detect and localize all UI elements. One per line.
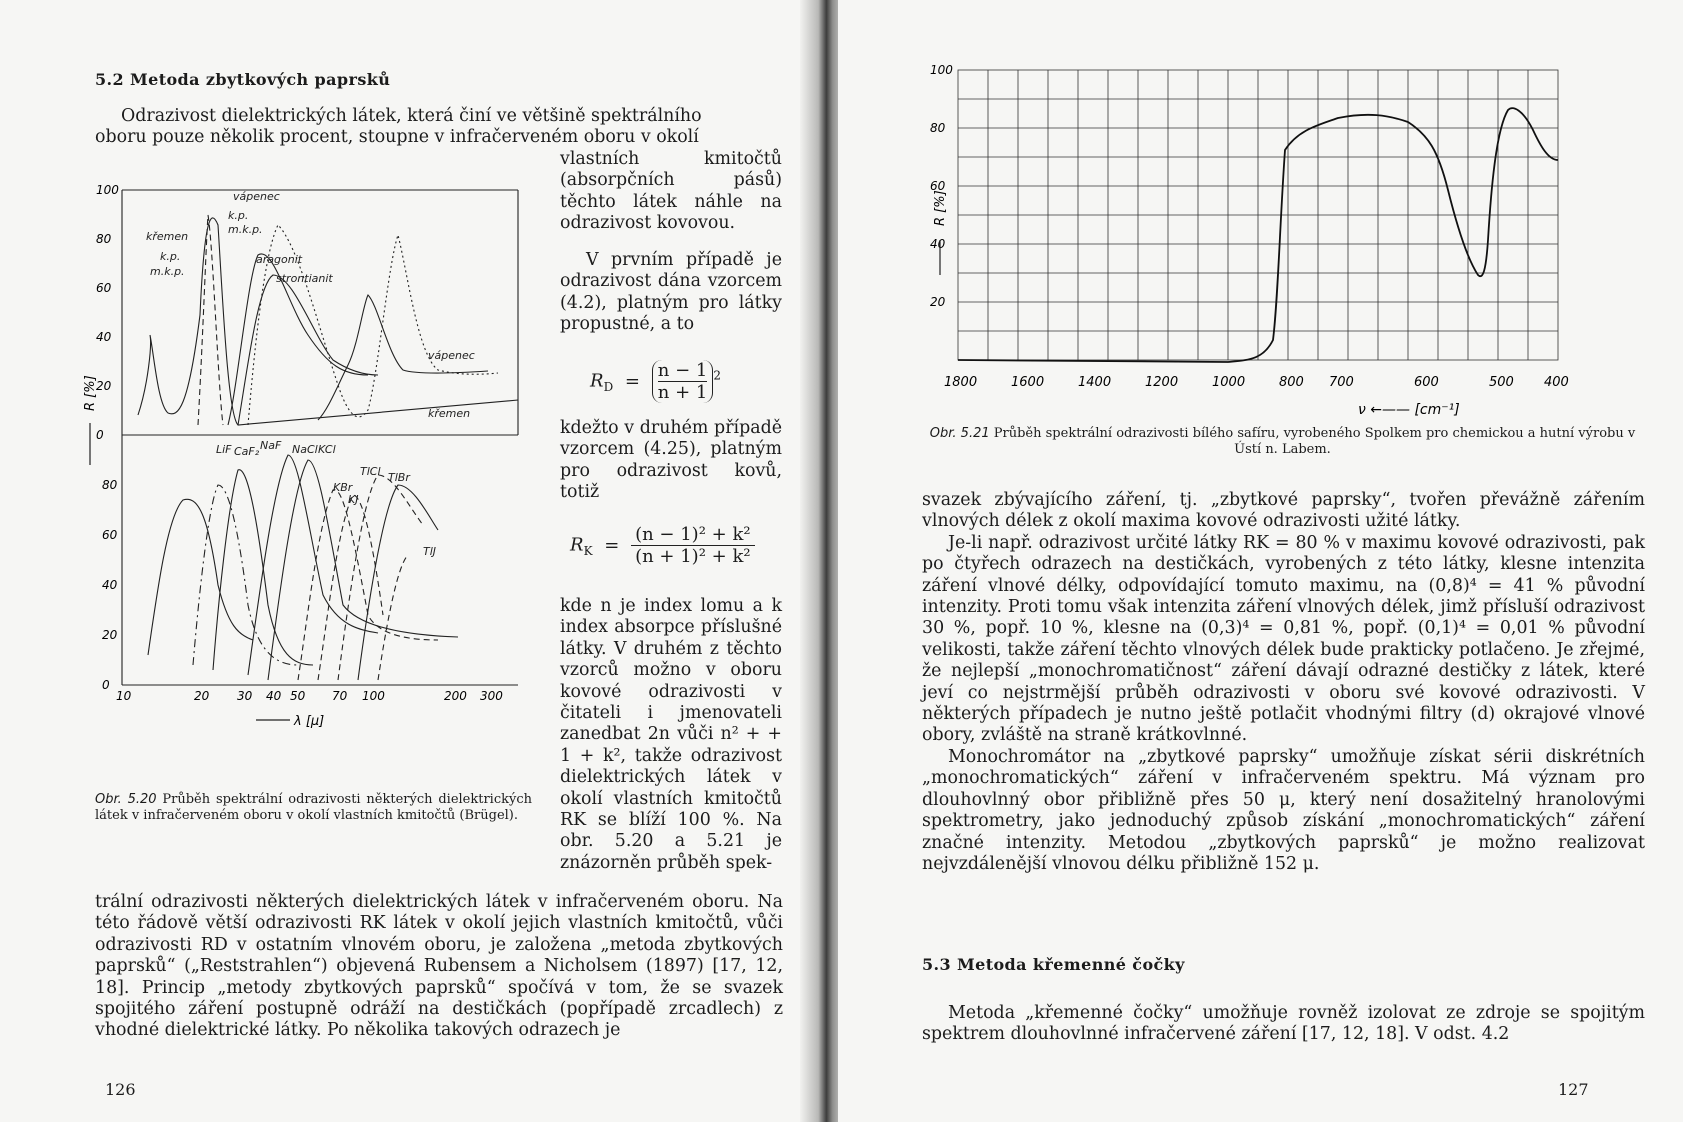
x-tick-label-right: 700: [1329, 375, 1354, 390]
curve-kremen: [138, 218, 518, 425]
x-tick-label-right: 600: [1414, 375, 1439, 390]
x-tick-label: 20: [194, 689, 210, 703]
y-tick-label: 80: [96, 232, 112, 246]
x-tick-label-right: 800: [1279, 375, 1304, 390]
paragraph-4: Metoda „křemenné čočky“ umožňuje rovněž izolovat ze zdroje se spojitým spektrem dlouhovlnné infračervené záření [17, 12, 18]. V odst. 4.2: [922, 1003, 1645, 1045]
y-axis-label-right: R [%]: [933, 190, 948, 226]
paragraph-3: Monochromátor na „zbytkové paprsky“ umožňuje získat sérii diskrétních „monochromatických“ záření v infračerveném spektru. Má význam pro dlouhovlnný obor přibližně přes 50 μ, který není dosažitelný hranolovými spektrometry, jako jednoduchý způsob získání „monochromatických“ záření značné intenzity. Metodou „zbytkových paprsků“ je možno realizovat nejvzdálenější vlnovou délku přibližně 152 μ.: [922, 746, 1645, 874]
right-page: [838, 0, 1683, 1122]
formula-rd: $R_D$ = $\frac{n - 1}{n + 1}$ $^2$: [590, 360, 721, 403]
y-tick-label-right: 40: [930, 237, 946, 251]
x-tick-label-right: 1000: [1212, 375, 1246, 390]
intro-line-2: oboru pouze několik procent, stoupne v infračerveném oboru v okolí: [95, 127, 699, 148]
x-tick-label: 40: [266, 689, 282, 703]
y-tick-label: 60: [102, 528, 118, 542]
label-vapenec-top: vápenec: [233, 190, 280, 203]
intro-line-1: Odrazivost dielektrických látek, která činí ve většině spektrálního: [121, 106, 702, 126]
caption-fig-5-20: [95, 792, 532, 824]
right-body: [922, 490, 1645, 875]
side-column-1: vlastních kmitočtů (absorpčních pásů) těchto látek náhle na odrazivost kovovou.: [560, 149, 782, 234]
label-aragonit: aragonit: [256, 253, 303, 266]
label-strontianit: strontianit: [276, 272, 333, 285]
figure-5-21: [928, 60, 1648, 430]
x-tick-label-right: 1600: [1011, 375, 1045, 390]
formula-rk: $R_K$ = $\frac{\text{(n − 1)² + k²}}{\text{(n + 1)² + k²}}$: [570, 524, 755, 567]
x-tick-label: 300: [480, 689, 503, 703]
y-tick-label-right: 80: [930, 121, 946, 135]
x-tick-label: 50: [290, 689, 306, 703]
label-tlcl: TlCl: [360, 465, 381, 478]
y-tick-label: 80: [102, 478, 118, 492]
bottom-paragraph: trální odrazivosti některých dielektrických látek v infračerveném oboru. Na této řádově větší odrazivosti RK látek v okolí jejich vlastních kmitočtů, vůči odrazivosti RD v ostatním vlnovém oboru, je založena „metoda zbytkových paprsků“ („Reststrahlen“) objevená Rubensem a Nicholsem (1897) [17, 12, 18]. Princip „metody zbytkových paprsků“ spočívá v tom, že se svazek spojitého záření postupně odráží na destičkách (popřípadě zrcadlech) z vhodné dielektrické látky. Po několika takových odrazech je: [95, 892, 783, 1041]
y-tick-label: 40: [102, 578, 118, 592]
curve-strontianit: [238, 275, 378, 425]
caption-label: Obr. 5.20: [95, 792, 157, 807]
x-tick-label: 70: [332, 689, 348, 703]
y-tick-label: 20: [96, 379, 112, 393]
label-kremen-top: křemen: [146, 230, 189, 243]
y-tick-label-right: 60: [930, 179, 946, 193]
curve-lif: [148, 499, 253, 655]
label-vapenec-right: vápenec: [428, 349, 475, 362]
y-tick-label: 0: [102, 678, 110, 692]
label-mkp-2: m.k.p.: [150, 265, 185, 278]
label-tlbr: TlBr: [388, 471, 410, 484]
page-number-right: 127: [1558, 1080, 1589, 1099]
paragraph-2: Je-li např. odrazivost určité látky RK = 80 % v maximu kovové odrazivosti, pak po čtyřech odrazech na destičkách, vyrobených z této látky, klesne intenzita záření vlnové délky, odpovídající tomuto maximu, na (0,8)⁴ = 41 % původní intenzity. Proti tomu však intenzita záření vlnových délek, jimž přísluší odrazivost 30 %, popř. 10 %, klesne na (0,3)⁴ = 0,81 %, popř. (0,1)⁴ = 0,01 % původní velikosti, takže záření těchto vlnových délek bude prakticky potlačeno. Je zřejmé, že nejlepší „monochromatičnost“ záření dávají odrazné destičky z látek, které jeví co nejstrmější průběh odrazivosti v oboru své kovové odrazivosti. V některých případech je nutno ještě potlačit vhodnými filtry (d) okrajové vlnové obory, zvláště na straně krátkovlnné.: [922, 532, 1645, 746]
page-number-left: 126: [105, 1080, 136, 1099]
x-tick-label-right: 1800: [944, 375, 978, 390]
x-axis-label: λ [μ]: [294, 714, 325, 729]
curve-kbr: [298, 490, 438, 680]
y-tick-label: 60: [96, 281, 112, 295]
label-mkp-1: m.k.p.: [228, 223, 263, 236]
label-kbr: KBr: [333, 481, 353, 494]
x-tick-label-right: 1400: [1078, 375, 1112, 390]
x-tick-label: 30: [237, 689, 253, 703]
label-nacl: NaCl: [292, 443, 318, 456]
side-column-3: kdežto v druhém případě vzorcem (4.25), platným pro odrazivost kovů, totiž: [560, 418, 782, 503]
y-axis-label: R [%]: [83, 375, 98, 411]
caption-text-right: Průběh spektrální odrazivosti bílého safíru, vyrobeného Spolkem pro chemickou a hutní výrobu v Ústí n. Labem.: [993, 426, 1636, 457]
section-heading-5-3: 5.3 Metoda křemenné čočky: [922, 955, 1185, 974]
y-tick-label-right: 20: [930, 295, 946, 309]
x-tick-label-right: 500: [1489, 375, 1514, 390]
paragraph-1: svazek zbývajícího záření, tj. „zbytkové paprsky“, tvořen převážně zářením vlnových délek z okolí maxima kovové odrazivosti užité látky.: [922, 490, 1645, 532]
label-tlj: TlJ: [423, 545, 437, 558]
label-naf: NaF: [260, 439, 282, 452]
caption-text: Průběh spektrální odrazivosti některých dielektrických látek v infračerveném oboru v okolí vlastních kmitočtů (Brügel).: [95, 792, 532, 823]
label-kj: KJ: [348, 493, 359, 506]
y-tick-label-right: 100: [930, 63, 953, 77]
x-tick-label: 200: [444, 689, 467, 703]
x-tick-label: 10: [116, 689, 132, 703]
curve-tlbr: [358, 485, 438, 680]
figure-5-20: [78, 185, 528, 785]
caption-label-right: Obr. 5.21: [929, 426, 990, 441]
y-tick-label: 100: [96, 185, 119, 197]
y-tick-label: 20: [102, 628, 118, 642]
x-tick-label: 100: [362, 689, 385, 703]
label-kcl: KCl: [318, 443, 336, 456]
label-lif: LiF: [216, 443, 232, 456]
y-tick-label: 0: [96, 428, 104, 442]
x-axis-label-right: ν ←—— [cm⁻¹]: [1358, 402, 1460, 418]
side-column-2: V prvním případě je odrazivost dána vzorcem (4.2), platným pro látky propustné, a to: [560, 250, 782, 335]
caption-fig-5-21: [920, 426, 1645, 458]
label-kp-2: k.p.: [160, 250, 181, 263]
y-tick-label: 40: [96, 330, 112, 344]
curve-tlj: [378, 555, 408, 680]
left-page: [0, 0, 818, 1122]
x-tick-label-right: 400: [1544, 375, 1569, 390]
label-kp-1: k.p.: [228, 209, 249, 222]
side-column-4: kde n je index lomu a k index absorpce příslušné látky. V druhém z těchto vzorců možno v oboru kovové odrazivosti v čitateli i jmenovateli zanedbat 2n vůči n² + + 1 + k², takže odrazivost dielektrických látek v okolí vlastních kmitočtů RK se blíží 100 %. Na obr. 5.20 a 5.21 je znázorněn průběh spek-: [560, 596, 782, 873]
x-tick-label-right: 1200: [1145, 375, 1179, 390]
label-caf2: CaF₂: [234, 445, 260, 458]
intro-paragraph: [95, 106, 783, 149]
label-kremen-right: křemen: [428, 407, 471, 420]
section-heading: 5.2 Metoda zbytkových paprsků: [95, 70, 391, 89]
